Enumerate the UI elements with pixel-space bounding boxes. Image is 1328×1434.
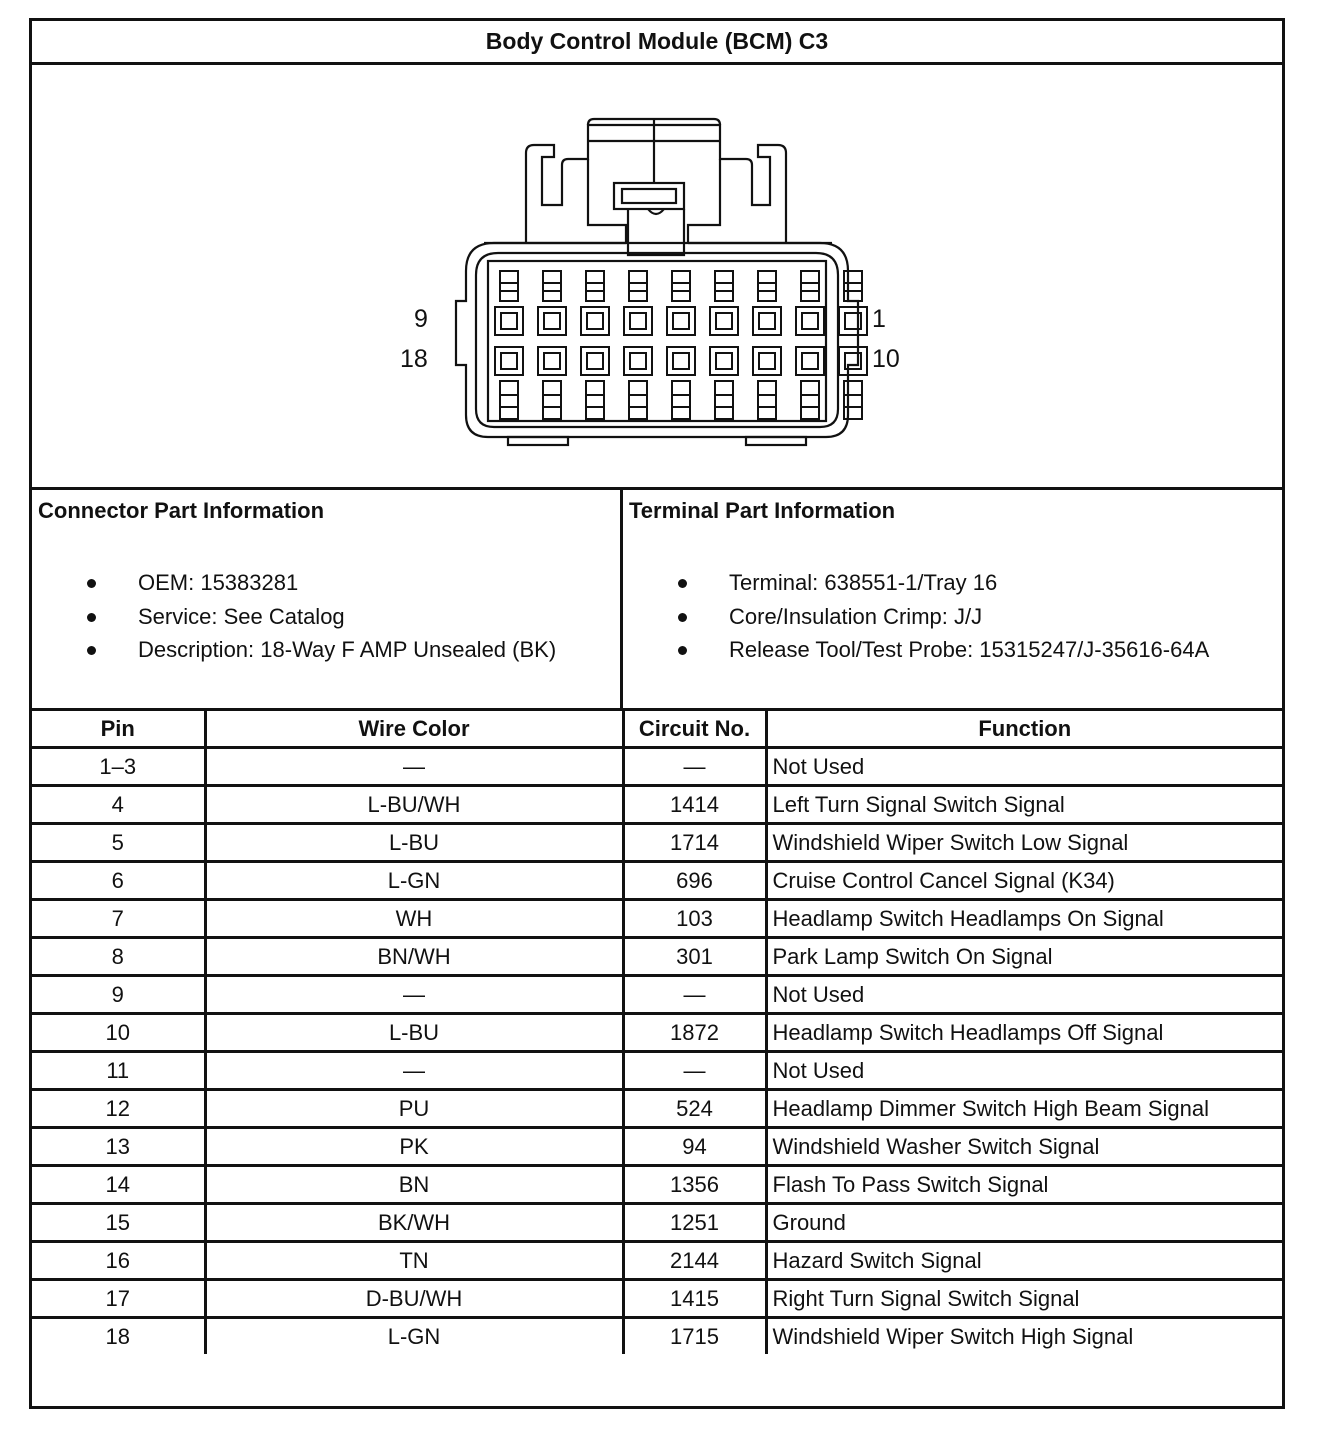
connector-figure — [32, 65, 1282, 490]
circuit-no-cell: — — [623, 976, 766, 1014]
circuit-no-cell: 2144 — [623, 1242, 766, 1280]
table-row — [32, 862, 1282, 900]
bullet-icon — [87, 613, 96, 622]
wire-color-cell: TN — [205, 1242, 623, 1280]
table-row — [32, 976, 1282, 1014]
table-row — [32, 1204, 1282, 1242]
wire-color-cell: L-BU/WH — [205, 786, 623, 824]
circuit-no-cell: 696 — [623, 862, 766, 900]
wire-color-cell: PK — [205, 1128, 623, 1166]
terminal-info-heading: Terminal Part Information — [629, 498, 896, 523]
circuit-no-cell: — — [623, 1052, 766, 1090]
connector-info-heading: Connector Part Information — [38, 498, 325, 523]
pin-label-18: 18 — [400, 345, 428, 373]
function-cell: Not Used — [766, 976, 1282, 1014]
circuit-no-cell: 1414 — [623, 786, 766, 824]
table-row — [32, 1128, 1282, 1166]
circuit-no-cell: 1715 — [623, 1318, 766, 1355]
list-item: Description: 18-Way F AMP Unsealed (BK) — [82, 633, 556, 667]
circuit-no-cell: 103 — [623, 900, 766, 938]
connector-drawing — [32, 65, 1282, 490]
terminal-cavity-column — [667, 271, 695, 419]
header-pin: Pin — [32, 710, 205, 748]
pinout-table — [32, 708, 1282, 1354]
terminal-cavity-column — [710, 271, 738, 419]
function-cell: Windshield Washer Switch Signal — [766, 1128, 1282, 1166]
list-item: Terminal: 638551-1/Tray 16 — [673, 566, 1209, 600]
terminal-cavity-column — [624, 271, 652, 419]
function-cell: Cruise Control Cancel Signal (K34) — [766, 862, 1282, 900]
connector-sheet — [29, 18, 1285, 1409]
function-cell: Headlamp Switch Headlamps On Signal — [766, 900, 1282, 938]
pin-cell: 1–3 — [32, 748, 205, 786]
terminal-cavity-column — [581, 271, 609, 419]
pin-cell: 11 — [32, 1052, 205, 1090]
wire-color-cell: PU — [205, 1090, 623, 1128]
wire-color-cell: BN — [205, 1166, 623, 1204]
wire-color-cell: — — [205, 748, 623, 786]
table-row — [32, 1280, 1282, 1318]
connector-info-list — [82, 566, 556, 667]
terminal-cavity-column — [839, 271, 867, 419]
function-cell: Not Used — [766, 748, 1282, 786]
bullet-icon — [678, 579, 687, 588]
pin-cell: 14 — [32, 1166, 205, 1204]
list-item: OEM: 15383281 — [82, 566, 556, 600]
pinout-table-body — [32, 748, 1282, 1355]
function-cell: Headlamp Switch Headlamps Off Signal — [766, 1014, 1282, 1052]
circuit-no-cell: 301 — [623, 938, 766, 976]
function-cell: Hazard Switch Signal — [766, 1242, 1282, 1280]
bullet-icon — [678, 613, 687, 622]
terminal-info-list — [673, 566, 1209, 667]
list-item: Core/Insulation Crimp: J/J — [673, 600, 1209, 634]
circuit-no-cell: 1872 — [623, 1014, 766, 1052]
wire-color-cell: L-BU — [205, 824, 623, 862]
connector-part-info — [32, 490, 623, 708]
header-wire-color: Wire Color — [205, 710, 623, 748]
pin-cell: 12 — [32, 1090, 205, 1128]
function-cell: Windshield Wiper Switch Low Signal — [766, 824, 1282, 862]
terminal-cavity-column — [538, 271, 566, 419]
header-circuit-no: Circuit No. — [623, 710, 766, 748]
function-cell: Park Lamp Switch On Signal — [766, 938, 1282, 976]
function-cell: Right Turn Signal Switch Signal — [766, 1280, 1282, 1318]
bullet-icon — [87, 646, 96, 655]
pin-label-9: 9 — [414, 305, 428, 333]
table-row — [32, 1090, 1282, 1128]
terminal-part-info — [623, 490, 1282, 708]
pin-cell: 4 — [32, 786, 205, 824]
table-row — [32, 1318, 1282, 1355]
pin-cell: 16 — [32, 1242, 205, 1280]
circuit-no-cell: 524 — [623, 1090, 766, 1128]
function-cell: Flash To Pass Switch Signal — [766, 1166, 1282, 1204]
circuit-no-cell: 1356 — [623, 1166, 766, 1204]
list-item: Service: See Catalog — [82, 600, 556, 634]
wire-color-cell: L-GN — [205, 1318, 623, 1355]
table-row — [32, 1052, 1282, 1090]
wire-color-cell: — — [205, 976, 623, 1014]
list-item: Release Tool/Test Probe: 15315247/J-35616-64A — [673, 633, 1209, 667]
pin-cell: 8 — [32, 938, 205, 976]
function-cell: Left Turn Signal Switch Signal — [766, 786, 1282, 824]
table-row — [32, 900, 1282, 938]
pin-cell: 13 — [32, 1128, 205, 1166]
wire-color-cell: — — [205, 1052, 623, 1090]
terminal-cavity-column — [796, 271, 824, 419]
function-cell: Not Used — [766, 1052, 1282, 1090]
pin-cell: 15 — [32, 1204, 205, 1242]
pin-cell: 17 — [32, 1280, 205, 1318]
wire-color-cell: BN/WH — [205, 938, 623, 976]
circuit-no-cell: 1415 — [623, 1280, 766, 1318]
pin-cell: 9 — [32, 976, 205, 1014]
wire-color-cell: L-BU — [205, 1014, 623, 1052]
bullet-icon — [87, 579, 96, 588]
circuit-no-cell: 1714 — [623, 824, 766, 862]
wire-color-cell: D-BU/WH — [205, 1280, 623, 1318]
bullet-icon — [678, 646, 687, 655]
header-function: Function — [766, 710, 1282, 748]
terminal-cavity-column — [495, 271, 523, 419]
circuit-no-cell: 1251 — [623, 1204, 766, 1242]
wire-color-cell: BK/WH — [205, 1204, 623, 1242]
table-row — [32, 1242, 1282, 1280]
pin-label-1: 1 — [872, 305, 886, 333]
circuit-no-cell: — — [623, 748, 766, 786]
page-title: Body Control Module (BCM) C3 — [32, 21, 1282, 65]
pin-label-10: 10 — [872, 345, 900, 373]
table-row — [32, 786, 1282, 824]
table-row — [32, 1166, 1282, 1204]
circuit-no-cell: 94 — [623, 1128, 766, 1166]
wire-color-cell: L-GN — [205, 862, 623, 900]
pin-cell: 6 — [32, 862, 205, 900]
function-cell: Ground — [766, 1204, 1282, 1242]
table-header-row — [32, 710, 1282, 748]
pin-cell: 5 — [32, 824, 205, 862]
pin-cell: 18 — [32, 1318, 205, 1355]
wire-color-cell: WH — [205, 900, 623, 938]
pin-cell: 10 — [32, 1014, 205, 1052]
function-cell: Windshield Wiper Switch High Signal — [766, 1318, 1282, 1355]
table-row — [32, 1014, 1282, 1052]
function-cell: Headlamp Dimmer Switch High Beam Signal — [766, 1090, 1282, 1128]
table-row — [32, 824, 1282, 862]
table-row — [32, 748, 1282, 786]
table-row — [32, 938, 1282, 976]
pin-cell: 7 — [32, 900, 205, 938]
terminal-cavities — [495, 271, 867, 419]
terminal-cavity-column — [753, 271, 781, 419]
